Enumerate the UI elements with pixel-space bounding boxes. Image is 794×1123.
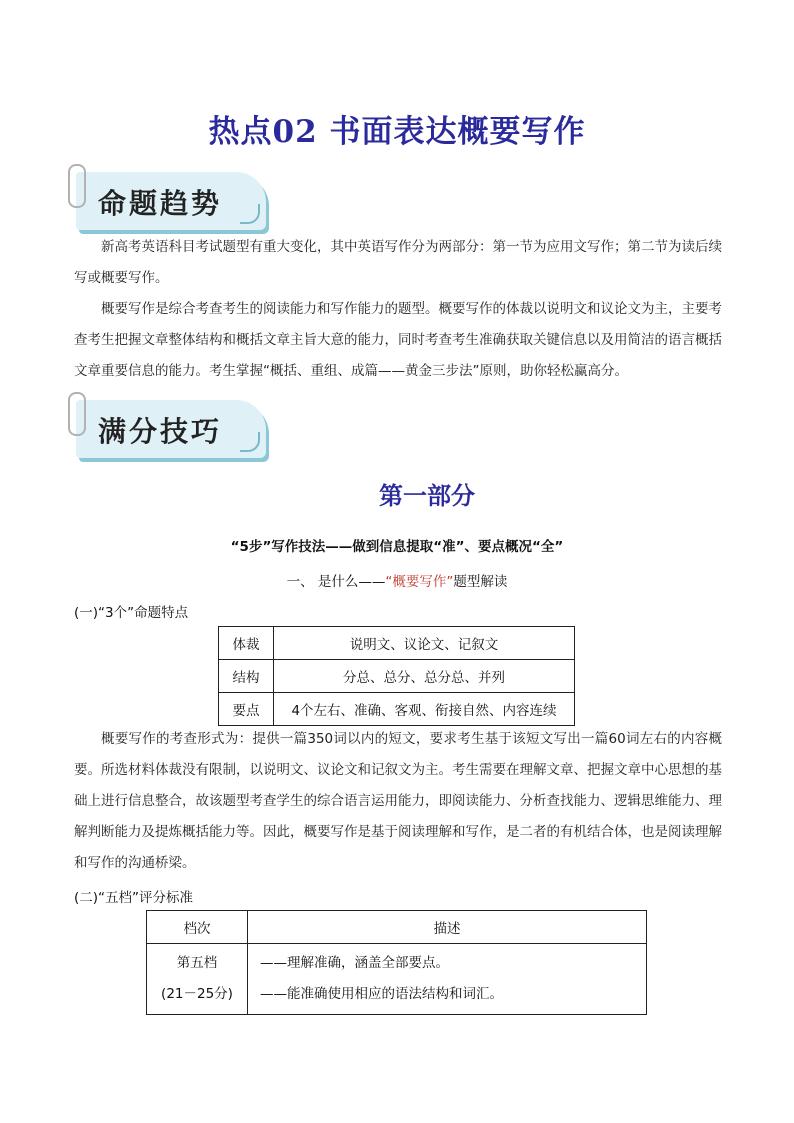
item-heading-scoring: (二)“五档”评分标准 bbox=[74, 890, 194, 906]
grade-name: 第五档 bbox=[176, 955, 218, 971]
question-prefix: 一、 是什么—— bbox=[286, 574, 386, 590]
section-label-trend bbox=[76, 172, 266, 230]
section-label-text: 满分技巧 bbox=[98, 415, 223, 448]
table-row bbox=[219, 693, 575, 726]
table-cell: 要点 bbox=[219, 693, 274, 726]
description-line: ——理解准确，涵盖全部要点。 bbox=[260, 955, 449, 971]
page-curl-icon bbox=[240, 432, 260, 452]
table-cell: 分总、总分、总分总、并列 bbox=[274, 660, 575, 693]
table-row bbox=[219, 660, 575, 693]
page-title: 热点02 书面表达概要写作 bbox=[208, 114, 586, 150]
description-line: ——能准确使用相应的语法结构和词汇。 bbox=[260, 986, 503, 1002]
intro-paragraph: 新高考英语科目考试题型有重大变化，其中英语写作分为两部分：第一节为应用文写作；第二节为读后续写或概要写作。 bbox=[74, 239, 722, 286]
paperclip-icon bbox=[68, 164, 86, 208]
table-cell: 体裁 bbox=[219, 627, 274, 660]
table-cell: 结构 bbox=[219, 660, 274, 693]
section-label-skills bbox=[76, 400, 266, 458]
question-suffix: 题型解读 bbox=[453, 574, 508, 590]
page-curl-icon bbox=[240, 204, 260, 224]
grade-cell bbox=[147, 944, 248, 1015]
grade-range: (21－25分) bbox=[161, 986, 233, 1002]
features-table bbox=[218, 626, 575, 726]
table-header: 描述 bbox=[248, 911, 647, 944]
paperclip-icon bbox=[68, 392, 86, 436]
table-cell: 4个左右、准确、客观、衔接自然、内容连续 bbox=[274, 693, 575, 726]
description-cell bbox=[248, 944, 647, 1015]
table-row bbox=[219, 627, 575, 660]
part-title: 第一部分 bbox=[379, 481, 475, 510]
table-row bbox=[147, 944, 647, 1015]
section-label-text: 命题趋势 bbox=[98, 187, 223, 220]
table-header: 档次 bbox=[147, 911, 248, 944]
overview-paragraph: 概要写作是综合考查考生的阅读能力和写作能力的题型。概要写作的体裁以说明文和议论文为主，主要考查考生把握文章整体结构和概括文章主旨大意的能力，同时考查考生准确获取关键信息以及用简洁的语言概括文章重要信息的能力。考生掌握“概括、重组、成篇——黄金三步法”原则，助你轻松赢高分。 bbox=[74, 301, 722, 379]
item-heading-features: (一)“3个”命题特点 bbox=[74, 605, 189, 621]
question-highlight: “概要写作” bbox=[385, 574, 454, 590]
method-title: “5步”写作技法——做到信息提取“准”、要点概况“全” bbox=[230, 539, 564, 555]
table-header-row bbox=[147, 911, 647, 944]
table-cell: 说明文、议论文、记叙文 bbox=[274, 627, 575, 660]
scoring-table bbox=[146, 910, 647, 1015]
format-paragraph: 概要写作的考查形式为：提供一篇350词以内的短文，要求考生基于该短文写出一篇60词左右的内容概要。所选材料体裁没有限制，以说明文、议论文和记叙文为主。考生需要在理解文章、把握文章中心思想的基础上进行信息整合，故该题型考查学生的综合语言运用能力，即阅读能力、分析查找能力、逻辑思维能力、理解判断能力及提炼概括能力等。因此，概要写作是基于阅读理解和写作，是二者的有机结合体，也是阅读理解和写作的沟通桥梁。 bbox=[74, 731, 722, 871]
question-heading bbox=[0, 570, 794, 590]
